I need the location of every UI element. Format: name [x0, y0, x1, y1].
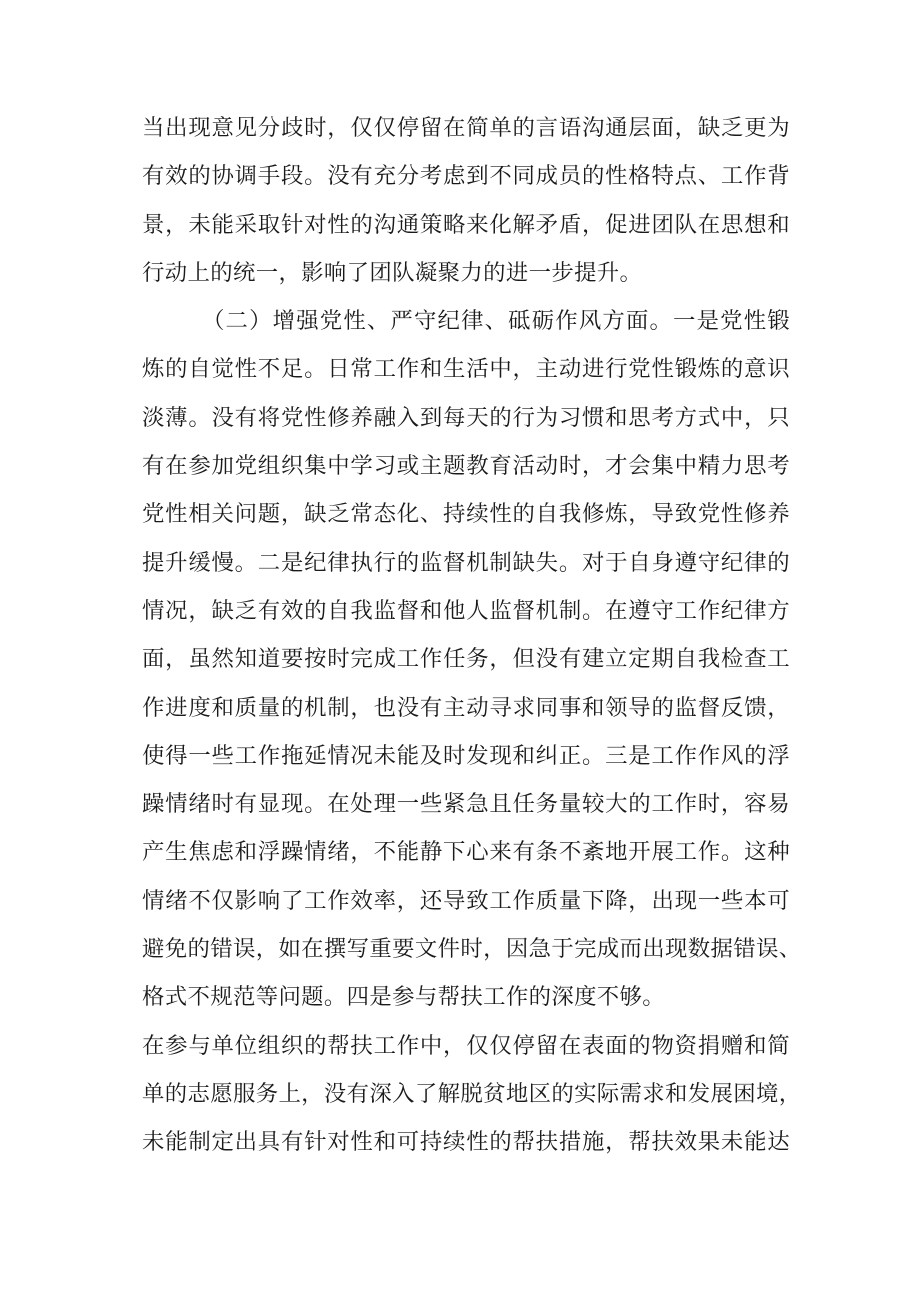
text-line: 有效的协调手段。没有充分考虑到不同成员的性格特点、工作背 [142, 163, 790, 190]
text-line: 情况，缺乏有效的自我监督和他人监督机制。在遵守工作纪律方 [142, 597, 790, 624]
text-line: 单的志愿服务上，没有深入了解脱贫地区的实际需求和发展困境， [142, 1080, 802, 1107]
text-line: 使得一些工作拖延情况未能及时发现和纠正。三是工作作风的浮 [142, 742, 790, 769]
text-line: 作进度和质量的机制，也没有主动寻求同事和领导的监督反馈， [142, 694, 790, 721]
text-line: 炼的自觉性不足。日常工作和生活中，主动进行党性锻炼的意识 [142, 356, 790, 383]
text-line: 产生焦虑和浮躁情绪，不能静下心来有条不紊地开展工作。这种 [142, 839, 790, 866]
text-line: 提升缓慢。二是纪律执行的监督机制缺失。对于自身遵守纪律的 [142, 549, 790, 576]
text-line: 淡薄。没有将党性修养融入到每天的行为习惯和思考方式中，只 [142, 404, 790, 431]
text-line: 避免的错误，如在撰写重要文件时，因急于完成而出现数据错误、 [142, 936, 802, 963]
text-line: 行动上的统一，影响了团队凝聚力的进一步提升。 [142, 259, 643, 286]
text-line: 格式不规范等问题。四是参与帮扶工作的深度不够。 [142, 984, 666, 1011]
text-line: 景，未能采取针对性的沟通策略来化解矛盾，促进团队在思想和 [142, 211, 790, 238]
text-line: 未能制定出具有针对性和可持续性的帮扶措施，帮扶效果未能达 [142, 1129, 790, 1156]
text-line: 当出现意见分歧时，仅仅停留在简单的言语沟通层面，缺乏更为 [142, 115, 790, 141]
text-line: 躁情绪时有显现。在处理一些紧急且任务量较大的工作时，容易 [142, 791, 790, 818]
document-body [142, 104, 802, 1167]
section-heading-line: （二）增强党性、严守纪律、砥砺作风方面。一是党性锻 [202, 308, 790, 335]
text-line: 情绪不仅影响了工作效率，还导致工作质量下降，出现一些本可 [142, 887, 790, 914]
text-line: 面，虽然知道要按时完成工作任务，但没有建立定期自我检查工 [142, 646, 790, 673]
text-line: 有在参加党组织集中学习或主题教育活动时，才会集中精力思考 [142, 453, 790, 480]
text-line: 党性相关问题，缺乏常态化、持续性的自我修炼，导致党性修养 [142, 501, 790, 528]
text-line: 在参与单位组织的帮扶工作中，仅仅停留在表面的物资捐赠和简 [142, 1032, 790, 1059]
